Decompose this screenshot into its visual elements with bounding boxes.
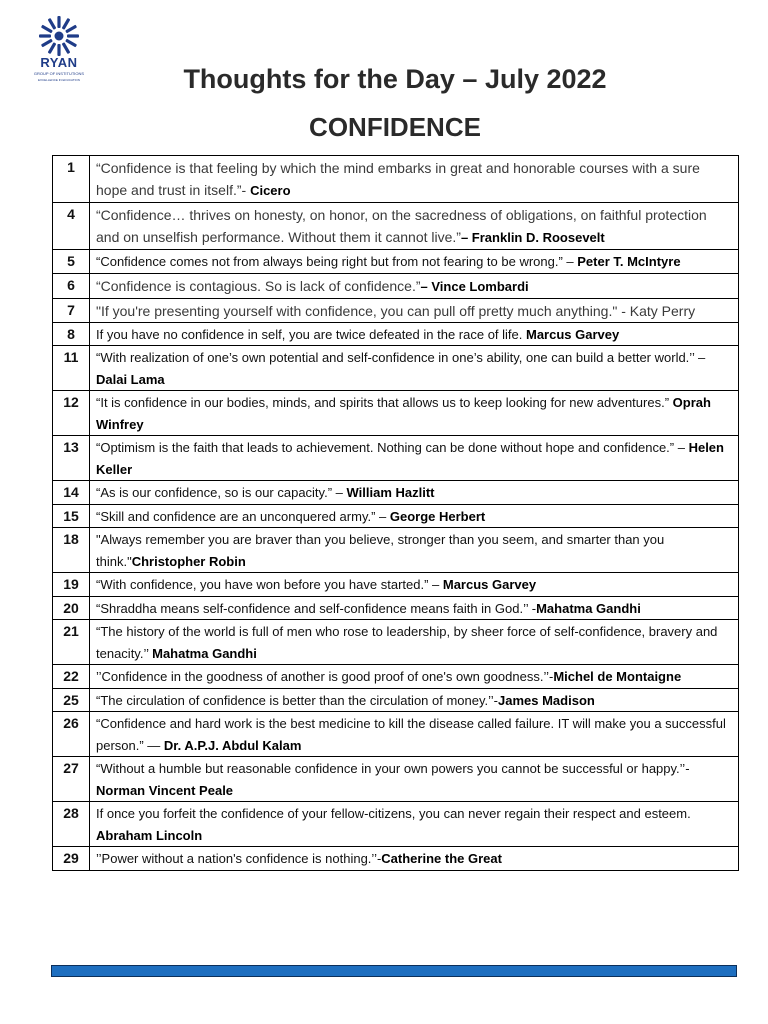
table-row [53, 528, 739, 573]
table-row [53, 481, 739, 505]
quote-author: Mahatma Gandhi [536, 600, 641, 616]
quote-author: Marcus Garvey [525, 326, 620, 342]
quote-cell [90, 596, 739, 620]
quote-text: “Confidence is contagious. So is lack of confidence.” [96, 277, 421, 294]
page-subtitle: CONFIDENCE [309, 112, 481, 142]
logo-name: RYAN [40, 55, 78, 70]
table-row [53, 802, 739, 847]
table-row [53, 346, 739, 391]
day-number: 11 [53, 346, 90, 391]
quote-author: Christopher Robin [131, 553, 246, 569]
day-number: 21 [53, 620, 90, 665]
quote-text: ’’Power without a nation's confidence is nothing.’’- [96, 851, 382, 866]
sunburst-logo-icon [28, 12, 90, 56]
quote-text: “Confidence and hard work is the best medicine to kill the disease called failure. IT will make you a successful person.” — [96, 716, 726, 753]
day-number: 12 [53, 391, 90, 436]
day-number: 8 [53, 322, 90, 346]
quote-cell [90, 436, 739, 481]
quote-cell [90, 391, 739, 436]
quote-author: Dr. A.P.J. Abdul Kalam [163, 737, 302, 753]
table-row [53, 322, 739, 346]
quote-author: George Herbert [389, 508, 486, 524]
quote-author: Mahatma Gandhi [152, 645, 257, 661]
day-number: 1 [53, 156, 90, 203]
quote-cell [90, 757, 739, 802]
quote-text: “The history of the world is full of men who rose to leadership, by sheer force of self-confidence, bravery and tenacity.’’ [96, 624, 718, 661]
quote-author: Dalai Lama [96, 371, 165, 387]
table-row [53, 665, 739, 689]
quote-text: ’’Confidence in the goodness of another is good proof of one's own goodness.’’- [96, 669, 554, 684]
day-number: 4 [53, 203, 90, 250]
quote-text: If once you forfeit the confidence of your fellow-citizens, you can never regain their respect and esteem. [96, 806, 691, 821]
day-number: 28 [53, 802, 90, 847]
quote-author: Abraham Lincoln [96, 827, 203, 843]
quote-author: Peter T. McIntyre [577, 254, 681, 269]
quote-cell [90, 156, 739, 203]
page-title: Thoughts for the Day – July 2022 [183, 64, 607, 94]
quote-cell [90, 481, 739, 505]
table-row [53, 688, 739, 712]
quote-cell [90, 273, 739, 298]
quote-author: Catherine the Great [381, 851, 502, 866]
quote-cell [90, 847, 739, 871]
logo-tagline: EXCELLENCE IN EDUCATION [38, 78, 80, 82]
day-number: 29 [53, 847, 90, 871]
quote-text: “It is confidence in our bodies, minds, and spirits that allows us to keep looking for new adventures.” [96, 395, 673, 410]
table-row [53, 391, 739, 436]
day-number: 20 [53, 596, 90, 620]
table-row [53, 273, 739, 298]
quote-cell [90, 802, 739, 847]
quote-author: Helen Keller [96, 440, 724, 477]
quote-text: “With realization of one’s own potential and self-confidence in one’s ability, one can build a better world.’’ – [96, 350, 706, 365]
day-number: 27 [53, 757, 90, 802]
table-row [53, 757, 739, 802]
table-row [53, 596, 739, 620]
table-row [53, 504, 739, 528]
quote-cell [90, 250, 739, 274]
day-number: 25 [53, 688, 90, 712]
table-row [53, 847, 739, 871]
quote-text: "If you're presenting yourself with confidence, you can pull off pretty much anything." - Katy Perry [96, 302, 696, 319]
table-row [53, 156, 739, 203]
quote-cell [90, 528, 739, 573]
quote-author: James Madison [498, 692, 595, 708]
quote-text: "Always remember you are braver than you believe, stronger than you seem, and smarter than you think." [96, 532, 665, 569]
quote-cell [90, 688, 739, 712]
footer-bar [51, 965, 737, 977]
quote-text: “Confidence is that feeling by which the mind embarks in great and honorable courses with a sure hope and trust in itself.”- [96, 160, 700, 198]
quotes-table [52, 155, 739, 871]
quote-text: “Optimism is the faith that leads to achievement. Nothing can be done without hope and confidence.” – [96, 440, 689, 455]
day-number: 15 [53, 504, 90, 528]
quote-text: “Skill and confidence are an unconquered army.” – [96, 508, 390, 524]
table-row [53, 712, 739, 757]
quote-cell [90, 504, 739, 528]
quote-cell [90, 665, 739, 689]
table-row [53, 436, 739, 481]
quote-text: If you have no confidence in self, you are twice defeated in the race of life. [96, 326, 526, 342]
logo-subtitle: GROUP OF INSTITUTIONS [33, 71, 85, 76]
quote-cell [90, 322, 739, 346]
day-number: 14 [53, 481, 90, 505]
day-number: 13 [53, 436, 90, 481]
day-number: 6 [53, 273, 90, 298]
quote-author: Cicero [250, 183, 291, 198]
quote-text: “As is our confidence, so is our capacity.” – [96, 485, 347, 500]
quote-text: “Confidence comes not from always being right but from not fearing to be wrong.” – [96, 254, 578, 269]
quote-author: William Hazlitt [346, 485, 435, 500]
quote-cell [90, 620, 739, 665]
quote-text: “With confidence, you have won before you have started.” – [96, 577, 443, 592]
day-number: 7 [53, 298, 90, 322]
day-number: 19 [53, 573, 90, 597]
day-number: 22 [53, 665, 90, 689]
quote-author: – Franklin D. Roosevelt [460, 230, 605, 245]
quote-author: Oprah Winfrey [96, 395, 711, 432]
quotes-table-body [53, 156, 739, 871]
quote-author: Marcus Garvey [442, 577, 537, 592]
quote-cell [90, 573, 739, 597]
table-row [53, 203, 739, 250]
quote-cell [90, 712, 739, 757]
table-row [53, 620, 739, 665]
quote-cell [90, 346, 739, 391]
quote-text: “Confidence… thrives on honesty, on honor, on the sacredness of obligations, on faithful protection and on unselfish performance. Without them it cannot live.” [96, 207, 707, 245]
day-number: 5 [53, 250, 90, 274]
quote-cell [90, 298, 739, 322]
quote-author: Norman Vincent Peale [96, 782, 234, 798]
quote-cell [90, 203, 739, 250]
table-row [53, 298, 739, 322]
quote-text: “Without a humble but reasonable confidence in your own powers you cannot be successful or happy.’’- [96, 761, 690, 776]
quote-text: “Shraddha means self-confidence and self-confidence means faith in God.’’ - [96, 600, 537, 616]
quote-author: – Vince Lombardi [420, 278, 529, 294]
table-row [53, 573, 739, 597]
quote-text: “The circulation of confidence is better than the circulation of money.’’- [96, 692, 499, 708]
day-number: 26 [53, 712, 90, 757]
day-number: 18 [53, 528, 90, 573]
table-row [53, 250, 739, 274]
quote-author: Michel de Montaigne [553, 669, 682, 684]
